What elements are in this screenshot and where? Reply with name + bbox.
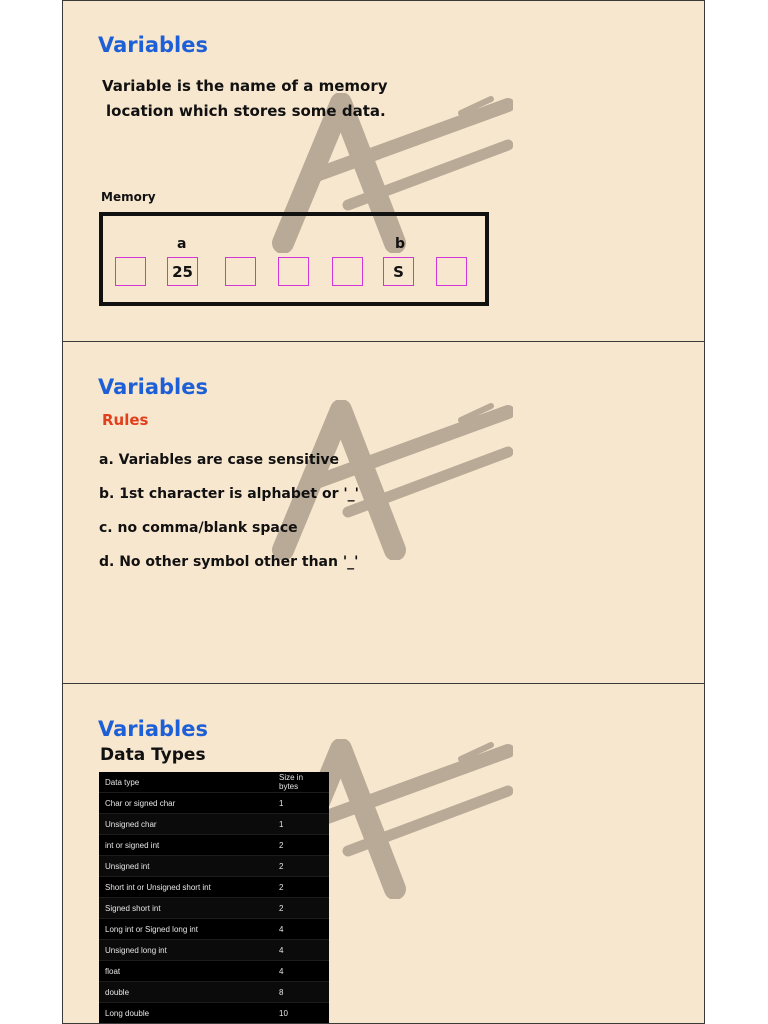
table-row xyxy=(99,982,329,1003)
size-cell: 2 xyxy=(273,835,329,856)
column-header-data-type: Data type xyxy=(99,772,273,793)
data-type-cell: Char or signed char xyxy=(99,793,273,814)
watermark-logo xyxy=(263,400,513,560)
variable-name-a: a xyxy=(177,236,187,252)
data-type-cell: Long int or Signed long int xyxy=(99,919,273,940)
rules-heading: Rules xyxy=(102,411,149,429)
definition-line-2: location which stores some data. xyxy=(106,102,386,120)
data-type-cell: int or signed int xyxy=(99,835,273,856)
table-row xyxy=(99,919,329,940)
column-header-size: Size in bytes xyxy=(273,772,329,793)
data-type-cell: Unsigned char xyxy=(99,814,273,835)
size-cell: 4 xyxy=(273,919,329,940)
size-cell: 2 xyxy=(273,856,329,877)
data-type-cell: double xyxy=(99,982,273,1003)
size-cell: 4 xyxy=(273,940,329,961)
size-cell: 2 xyxy=(273,877,329,898)
rule-item: b. 1st character is alphabet or '_' xyxy=(99,486,359,502)
memory-cell xyxy=(115,257,146,286)
data-type-cell: float xyxy=(99,961,273,982)
data-type-cell: Long double xyxy=(99,1003,273,1024)
memory-cell xyxy=(332,257,363,286)
memory-cell-b: S xyxy=(383,257,414,286)
table-row xyxy=(99,814,329,835)
table-header-row xyxy=(99,772,329,793)
table-row xyxy=(99,940,329,961)
table-row xyxy=(99,898,329,919)
data-type-cell: Signed short int xyxy=(99,898,273,919)
data-type-cell: Unsigned long int xyxy=(99,940,273,961)
slide-title: Variables xyxy=(98,33,208,57)
size-cell: 8 xyxy=(273,982,329,1003)
definition-line-1: Variable is the name of a memory xyxy=(102,77,388,95)
variable-definition xyxy=(102,74,388,124)
slide-title: Variables xyxy=(98,717,208,741)
rule-item: c. no comma/blank space xyxy=(99,520,298,536)
table-row xyxy=(99,1003,329,1024)
data-types-table xyxy=(99,772,329,1024)
memory-cell xyxy=(225,257,256,286)
data-type-cell: Unsigned int xyxy=(99,856,273,877)
data-type-cell: Short int or Unsigned short int xyxy=(99,877,273,898)
memory-cell-a: 25 xyxy=(167,257,198,286)
memory-label: Memory xyxy=(101,190,156,204)
rule-item: d. No other symbol other than '_' xyxy=(99,554,359,570)
memory-diagram xyxy=(99,212,489,306)
size-cell: 1 xyxy=(273,793,329,814)
slide-memory xyxy=(62,0,705,342)
memory-cell xyxy=(436,257,467,286)
slide-data-types xyxy=(62,683,705,1024)
table-row xyxy=(99,793,329,814)
variable-name-b: b xyxy=(395,236,406,252)
table-row xyxy=(99,835,329,856)
size-cell: 1 xyxy=(273,814,329,835)
data-types-heading: Data Types xyxy=(100,745,206,765)
rule-item: a. Variables are case sensitive xyxy=(99,452,340,468)
table-row xyxy=(99,961,329,982)
size-cell: 10 xyxy=(273,1003,329,1024)
memory-cell xyxy=(278,257,309,286)
slide-title: Variables xyxy=(98,375,208,399)
size-cell: 4 xyxy=(273,961,329,982)
size-cell: 2 xyxy=(273,898,329,919)
slide-rules xyxy=(62,341,705,684)
table-row xyxy=(99,856,329,877)
table-row xyxy=(99,877,329,898)
